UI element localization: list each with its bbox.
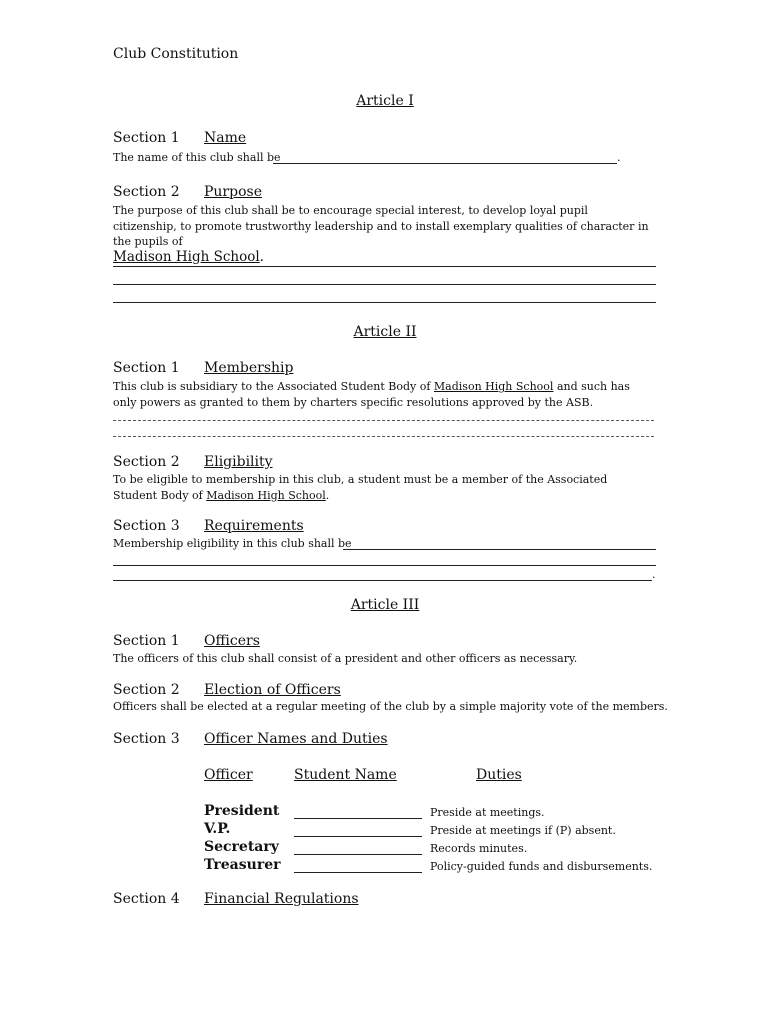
- duties-column-header: Duties: [476, 767, 522, 783]
- article-1-section-2-label: Section 2: [113, 184, 180, 200]
- officer-title-vp: V.P.: [204, 821, 231, 837]
- article-2-section-1-label: Section 1: [113, 360, 180, 376]
- article-2-section-2-label: Section 2: [113, 454, 180, 470]
- purpose-blank-line-2[interactable]: [113, 284, 656, 285]
- club-name-period: .: [617, 151, 621, 164]
- article-1-section-1-label: Section 1: [113, 130, 180, 146]
- article-3-section-4-name: Financial Regulations: [204, 891, 359, 907]
- requirements-blank-1[interactable]: [343, 549, 656, 550]
- article-3-section-1-name: Officers: [204, 633, 260, 649]
- officer-column-header: Officer: [204, 767, 253, 783]
- student-name-column-header: Student Name: [294, 767, 397, 783]
- election-sentence: Officers shall be elected at a regular meeting of the club by a simple majority vote of the members.: [113, 700, 668, 713]
- purpose-blank-line-1[interactable]: [113, 266, 656, 267]
- duty-vp: Preside at meetings if (P) absent.: [430, 824, 616, 837]
- article-3-section-1-label: Section 1: [113, 633, 180, 649]
- article-2-section-1-name: Membership: [204, 360, 294, 376]
- article-1-heading: Article I: [356, 93, 414, 109]
- membership-paragraph: This club is subsidiary to the Associated Student Body of Madison High School and such has only powers as granted to them by charters specific resolutions approved by the ASB.: [113, 380, 630, 409]
- vp-name-blank[interactable]: [294, 836, 422, 837]
- article-2-section-3-name: Requirements: [204, 518, 304, 534]
- requirements-sentence: Membership eligibility in this club shall be: [113, 537, 352, 550]
- club-name-blank[interactable]: [273, 163, 617, 164]
- duty-secretary: Records minutes.: [430, 842, 528, 855]
- duty-president: Preside at meetings.: [430, 806, 545, 819]
- officer-title-treasurer: Treasurer: [204, 857, 281, 873]
- article-2-section-3-label: Section 3: [113, 518, 180, 534]
- article-3-section-2-label: Section 2: [113, 682, 180, 698]
- eligibility-paragraph: To be eligible to membership in this club, a student must be a member of the Associated Student Body of Madison High School.: [113, 473, 608, 502]
- article-3-section-4-label: Section 4: [113, 891, 180, 907]
- treasurer-name-blank[interactable]: [294, 872, 422, 873]
- club-name-sentence: The name of this club shall be: [113, 151, 281, 164]
- membership-blank-line-1[interactable]: [113, 420, 654, 421]
- school-name: Madison High School: [206, 488, 326, 502]
- article-3-section-3-name: Officer Names and Duties: [204, 731, 388, 747]
- secretary-name-blank[interactable]: [294, 854, 422, 855]
- purpose-blank-line-3[interactable]: [113, 302, 656, 303]
- requirements-blank-2[interactable]: [113, 565, 656, 566]
- article-3-section-2-name: Election of Officers: [204, 682, 341, 698]
- article-1-section-2-name: Purpose: [204, 184, 262, 200]
- officers-sentence: The officers of this club shall consist of a president and other officers as necessary.: [113, 652, 578, 665]
- requirements-period: .: [652, 568, 656, 581]
- president-name-blank[interactable]: [294, 818, 422, 819]
- duty-treasurer: Policy-guided funds and disbursements.: [430, 860, 653, 873]
- article-2-heading: Article II: [353, 324, 417, 340]
- article-2-section-2-name: Eligibility: [204, 454, 273, 470]
- officer-title-president: President: [204, 803, 280, 819]
- document-title: Club Constitution: [113, 46, 239, 62]
- school-name: Madison High School: [113, 248, 260, 265]
- article-1-section-1-name: Name: [204, 130, 247, 146]
- article-3-heading: Article III: [350, 597, 420, 613]
- officer-title-secretary: Secretary: [204, 839, 279, 855]
- membership-blank-line-2[interactable]: [113, 436, 654, 437]
- requirements-blank-3[interactable]: [113, 580, 652, 581]
- school-name: Madison High School: [433, 380, 554, 393]
- purpose-paragraph: The purpose of this club shall be to encourage special interest, to develop loyal pupil citizenship, to promote trustworthy leadership and to install exemplary qualities of character in the pupils of Madison High School.: [113, 204, 649, 265]
- article-3-section-3-label: Section 3: [113, 731, 180, 747]
